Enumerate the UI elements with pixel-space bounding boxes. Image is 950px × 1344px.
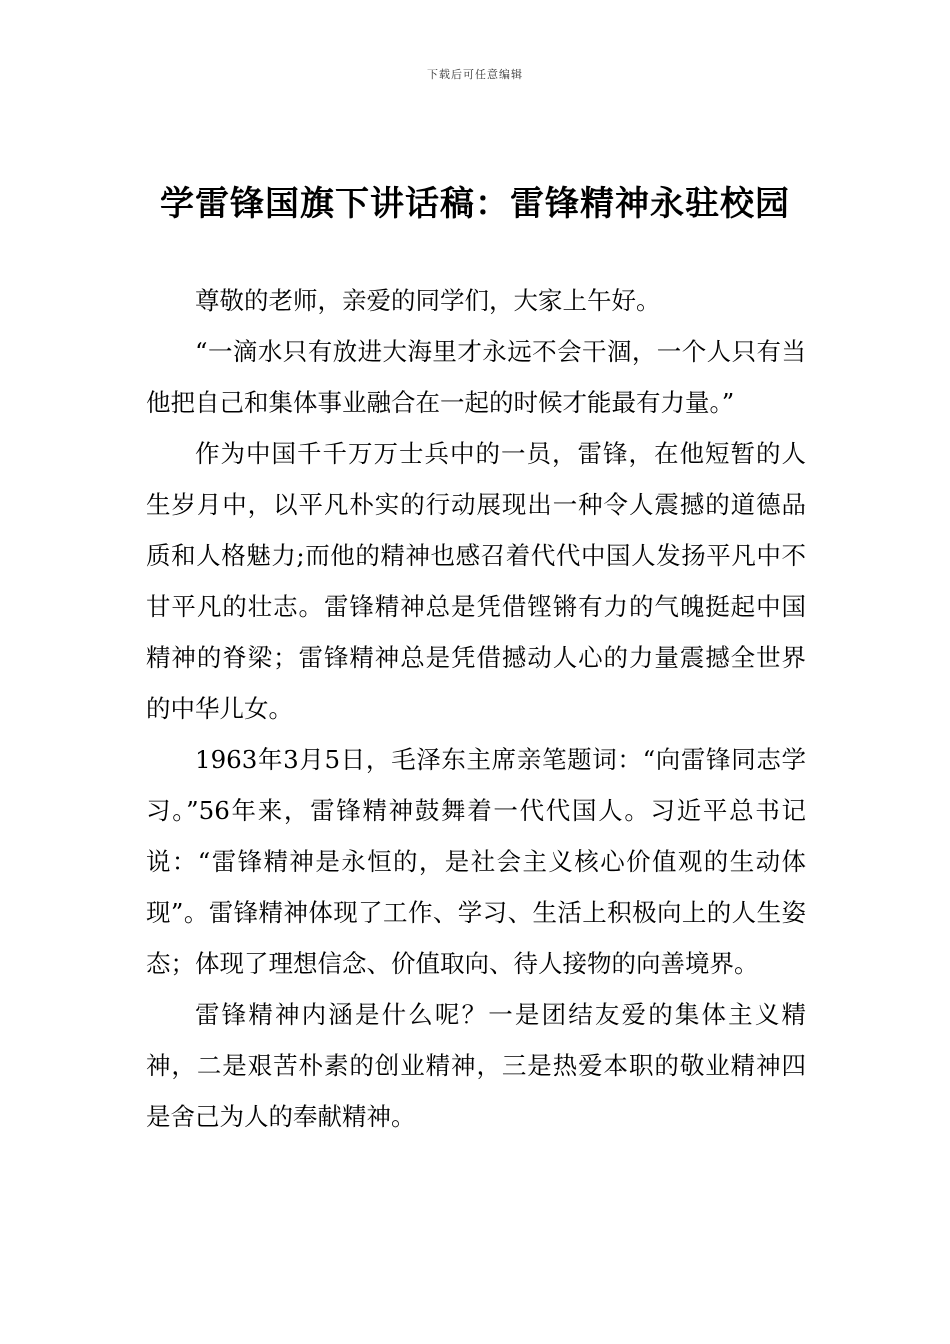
header-note: 下载后可任意编辑 [427,68,523,81]
paragraph-greeting: 尊敬的老师，亲爱的同学们，大家上午好。 [195,286,661,315]
paragraph-lei-feng-intro: 作为中国千千万万士兵中的一员，雷锋，在他短暂的人生岁月中，以平凡朴实的行动展现出一种令人震撼的道德品质和人格魅力;而他的精神也感召着代代中国人发扬平凡中不甘平凡的壮志。雷锋精神总是凭借铿锵有力的气魄挺起中国精神的脊梁；雷锋精神总是凭借撼动人心的力量震撼全世界的中华儿女。 [146,439,806,723]
paragraph-history: 1963年3月5日，毛泽东主席亲笔题词：“向雷锋同志学习。”56年来，雷锋精神鼓舞着一代代国人。习近平总书记说：“雷锋精神是永恒的，是社会主义核心价值观的生动体现”。雷锋精神体现了工作、学习、生活上积极向上的人生姿态；体现了理想信念、价值取向、待人接物的向善境界。 [146,745,806,978]
document-body [146,275,806,1142]
paragraph-connotation: 雷锋精神内涵是什么呢？一是团结友爱的集体主义精神，二是艰苦朴素的创业精神，三是热爱本职的敬业精神四是舍己为人的奉献精神。 [146,1000,806,1131]
page-title: 学雷锋国旗下讲话稿：雷锋精神永驻校园 [160,184,790,224]
paragraph-quote: “一滴水只有放进大海里才永远不会干涸，一个人只有当他把自己和集体事业融合在一起的时候才能最有力量。” [146,337,806,417]
